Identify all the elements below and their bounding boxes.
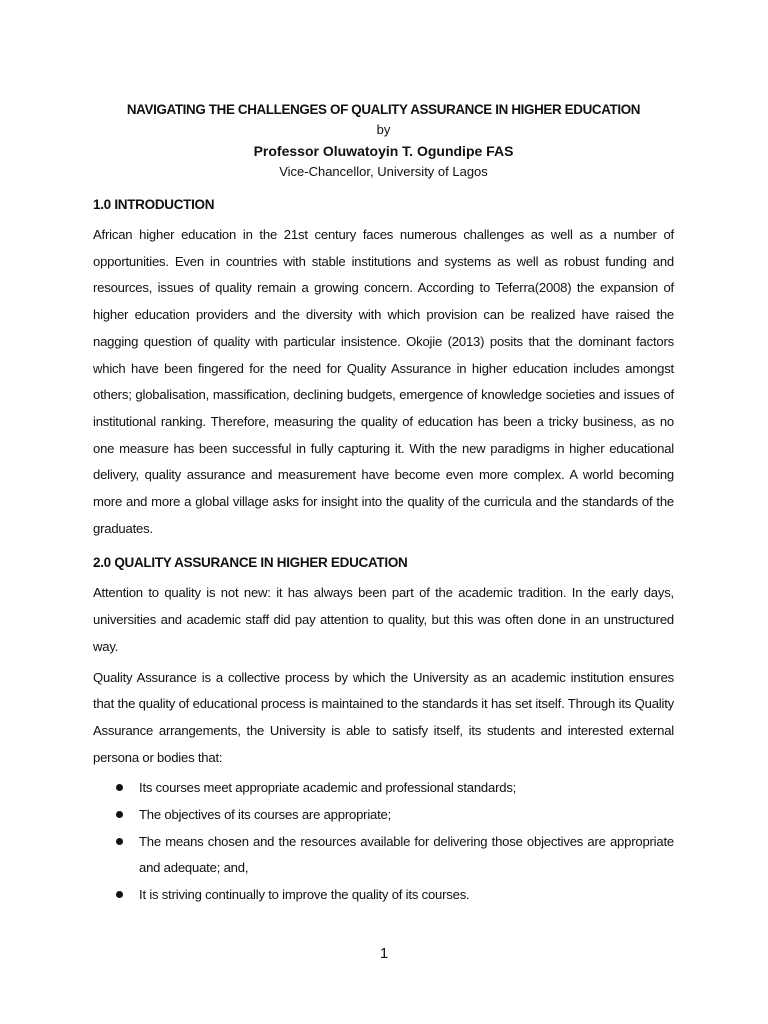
bullet-icon [116, 891, 123, 898]
qa-paragraph-1: Attention to quality is not new: it has always been part of the academic tradition. In the early days, universities and academic staff did pay attention to quality, but this was often done in an unstructured way. [93, 585, 674, 654]
list-item-text: Its courses meet appropriate academic and professional standards; [139, 780, 517, 796]
list-item [93, 829, 674, 882]
list-item-text: The means chosen and the resources available for delivering those objectives are appropriate and adequate; and, [139, 833, 674, 876]
document-page [93, 100, 674, 909]
section-heading-introduction: 1.0 INTRODUCTION [93, 197, 215, 212]
author-affiliation: Vice-Chancellor, University of Lagos [279, 164, 488, 179]
bullet-icon [116, 784, 123, 791]
page-number: 1 [379, 945, 389, 962]
section-heading-quality-assurance: 2.0 QUALITY ASSURANCE IN HIGHER EDUCATION [93, 555, 408, 571]
list-item-text: The objectives of its courses are appropriate; [139, 807, 392, 823]
author-name: Professor Oluwatoyin T. Ogundipe FAS [253, 143, 514, 159]
byline-by: by [376, 122, 391, 137]
list-item-text: It is striving continually to improve the quality of its courses. [139, 887, 470, 903]
document-title: NAVIGATING THE CHALLENGES OF QUALITY ASSURANCE IN HIGHER EDUCATION [126, 102, 641, 117]
intro-paragraph: African higher education in the 21st century faces numerous challenges as well as a number of opportunities. Even in countries with stable institutions and systems as well as robust funding and resources, issues of quality remain a growing concern. According to Teferra(2008) the expansion of higher education providers and the diversity with which provision can be realized have raised the nagging question of quality with particular insistence. Okojie (2013) posits that the dominant factors which have been fingered for the need for Quality Assurance in higher education includes amongst others; globalisation, massification, declining budgets, emergence of knowledge societies and issues of institutional ranking. Therefore, measuring the quality of education has been a tricky business, as no one measure has been successful in fully capturing it. With the new paradigms in higher educational delivery, quality assurance and measurement have become even more complex. A world becoming more and more a global village asks for insight into the quality of the curricula and the standards of the graduates. [93, 227, 674, 536]
qa-bullet-list [93, 775, 674, 909]
list-item [93, 802, 674, 829]
bullet-icon [116, 811, 123, 818]
list-item [93, 882, 674, 909]
bullet-icon [116, 838, 123, 845]
list-item [93, 775, 674, 802]
qa-paragraph-2: Quality Assurance is a collective process by which the University as an academic institution ensures that the quality of educational process is maintained to the standards it has set itself. Through its Quality Assurance arrangements, the University is able to satisfy itself, its students and interested external persona or bodies that: [93, 669, 674, 765]
